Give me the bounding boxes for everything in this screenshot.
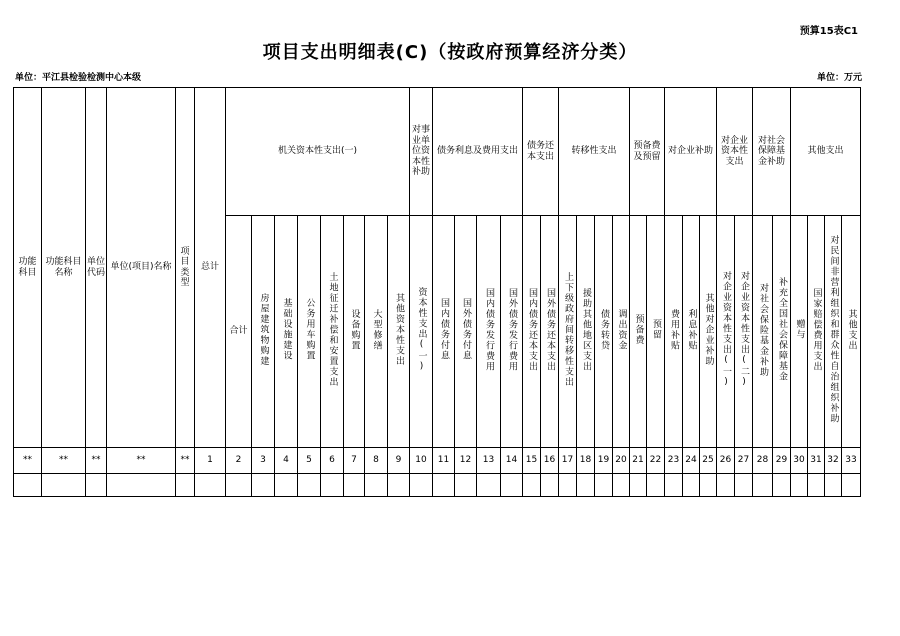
data-cell: [14, 474, 42, 497]
data-cell: [735, 474, 753, 497]
col-sub-13: 大型修缮: [365, 216, 388, 448]
group-debt-repay: 债务还本支出: [523, 88, 559, 216]
col-unit-name: 单位(项目)名称: [107, 88, 176, 448]
col-sub-31: 对企业资本性支出(一): [717, 216, 735, 448]
col-sub-25: 调出资金: [613, 216, 630, 448]
number-cell: 23: [665, 448, 683, 474]
data-cell: [501, 474, 523, 497]
col-sub-21: 国外债务还本支出: [541, 216, 559, 448]
col-sub-23: 援助其他地区支出: [577, 216, 595, 448]
number-cell: 5: [298, 448, 321, 474]
col-sub-28: 费用补贴: [665, 216, 683, 448]
col-sub-35: 赠与: [791, 216, 808, 448]
group-other: 其他支出: [791, 88, 861, 216]
col-sub-26: 预备费: [630, 216, 647, 448]
col-proj-type: 项目类型: [176, 88, 195, 448]
number-cell: 6: [321, 448, 344, 474]
data-cell: [773, 474, 791, 497]
number-cell: 11: [433, 448, 455, 474]
unit-currency-label: 单位：万元: [816, 73, 862, 83]
col-unit-code: 单位代码: [86, 88, 107, 448]
number-cell: 1: [195, 448, 226, 474]
data-cell: [433, 474, 455, 497]
col-sub-20: 国内债务还本支出: [523, 216, 541, 448]
col-sub-10: 公务用车购置: [298, 216, 321, 448]
data-cell: [321, 474, 344, 497]
col-total: 总计: [195, 88, 226, 448]
number-cell: 32: [825, 448, 842, 474]
expenditure-table: [13, 87, 861, 497]
number-cell: 22: [647, 448, 665, 474]
col-sub-30: 其他对企业补助: [700, 216, 717, 448]
group-ent-capital: 对企业资本性支出: [717, 88, 753, 216]
col-sub-22: 上下级政府间转移性支出: [559, 216, 577, 448]
data-cell: [226, 474, 252, 497]
col-sub-11: 土地征迁补偿和安置支出: [321, 216, 344, 448]
col-sub-12: 设备购置: [344, 216, 365, 448]
number-cell: **: [107, 448, 176, 474]
number-cell: **: [14, 448, 42, 474]
number-cell: 8: [365, 448, 388, 474]
col-sub-36: 国家赔偿费用支出: [808, 216, 825, 448]
number-cell: 10: [410, 448, 433, 474]
number-cell: **: [86, 448, 107, 474]
data-cell: [683, 474, 700, 497]
number-cell: 17: [559, 448, 577, 474]
col-sub-29: 利息补贴: [683, 216, 700, 448]
data-cell: [613, 474, 630, 497]
data-cell: [630, 474, 647, 497]
data-cell: [176, 474, 195, 497]
data-cell: [559, 474, 577, 497]
col-func-name: 功能科目名称: [42, 88, 86, 448]
number-cell: 30: [791, 448, 808, 474]
data-cell: [344, 474, 365, 497]
number-cell: 29: [773, 448, 791, 474]
col-sub-37: 对民间非营利组织和群众性自治组织补助: [825, 216, 842, 448]
number-cell: 13: [477, 448, 501, 474]
group-reserve: 预备费及预留: [630, 88, 665, 216]
data-cell: [455, 474, 477, 497]
data-cell: [298, 474, 321, 497]
data-cell: [808, 474, 825, 497]
column-number-row: [14, 448, 861, 474]
data-cell: [665, 474, 683, 497]
col-sub-24: 债务转贷: [595, 216, 613, 448]
data-cell: [388, 474, 410, 497]
group-debt-cost: 债务利息及费用支出: [433, 88, 523, 216]
data-cell: [791, 474, 808, 497]
data-cell: [595, 474, 613, 497]
col-sub-9: 基础设施建设: [275, 216, 298, 448]
number-cell: 19: [595, 448, 613, 474]
number-cell: **: [176, 448, 195, 474]
number-cell: 26: [717, 448, 735, 474]
data-cell: [825, 474, 842, 497]
empty-data-row: [14, 474, 861, 497]
data-cell: [42, 474, 86, 497]
col-sub-33: 对社会保险基金补助: [753, 216, 773, 448]
number-cell: 21: [630, 448, 647, 474]
data-cell: [717, 474, 735, 497]
group-transfer: 转移性支出: [559, 88, 630, 216]
data-cell: [647, 474, 665, 497]
data-cell: [523, 474, 541, 497]
header-row-groups: [14, 88, 861, 216]
col-sub-19: 国外债务发行费用: [501, 216, 523, 448]
col-sub-8: 房屋建筑物购建: [252, 216, 275, 448]
data-cell: [577, 474, 595, 497]
number-cell: 31: [808, 448, 825, 474]
data-cell: [410, 474, 433, 497]
number-cell: 33: [842, 448, 861, 474]
col-sub-27: 预留: [647, 216, 665, 448]
group-inst-subsidy: 对事业单位资本性补助: [410, 88, 433, 216]
group-capital: 机关资本性支出(一): [226, 88, 410, 216]
number-cell: 27: [735, 448, 753, 474]
number-cell: 18: [577, 448, 595, 474]
form-code: 预算15表C1: [799, 26, 858, 37]
number-cell: 2: [226, 448, 252, 474]
page-title: 项目支出明细表(C)（按政府预算经济分类）: [262, 42, 638, 63]
data-cell: [86, 474, 107, 497]
data-cell: [700, 474, 717, 497]
col-sub-18: 国内债务发行费用: [477, 216, 501, 448]
number-cell: 15: [523, 448, 541, 474]
col-sub-34: 补充全国社会保障基金: [773, 216, 791, 448]
group-ent-subsidy: 对企业补助: [665, 88, 717, 216]
col-sub-14: 其他资本性支出: [388, 216, 410, 448]
data-cell: [753, 474, 773, 497]
data-cell: [107, 474, 176, 497]
unit-org-label: 单位：平江县检验检测中心本级: [15, 73, 142, 83]
number-cell: 14: [501, 448, 523, 474]
number-cell: 3: [252, 448, 275, 474]
data-cell: [541, 474, 559, 497]
col-sub-17: 国外债务付息: [455, 216, 477, 448]
number-cell: 16: [541, 448, 559, 474]
data-cell: [365, 474, 388, 497]
number-cell: **: [42, 448, 86, 474]
number-cell: 12: [455, 448, 477, 474]
col-func-code: 功能科目: [14, 88, 42, 448]
number-cell: 4: [275, 448, 298, 474]
col-sub-16: 国内债务付息: [433, 216, 455, 448]
number-cell: 7: [344, 448, 365, 474]
number-cell: 28: [753, 448, 773, 474]
data-cell: [842, 474, 861, 497]
group-social: 对社会保障基金补助: [753, 88, 791, 216]
number-cell: 20: [613, 448, 630, 474]
number-cell: 25: [700, 448, 717, 474]
col-sub-7: 合计: [226, 216, 252, 448]
number-cell: 9: [388, 448, 410, 474]
col-sub-32: 对企业资本性支出(二): [735, 216, 753, 448]
data-cell: [477, 474, 501, 497]
col-sub-38: 其他支出: [842, 216, 861, 448]
col-sub-15: 资本性支出(一): [410, 216, 433, 448]
data-cell: [252, 474, 275, 497]
number-cell: 24: [683, 448, 700, 474]
data-cell: [275, 474, 298, 497]
data-cell: [195, 474, 226, 497]
